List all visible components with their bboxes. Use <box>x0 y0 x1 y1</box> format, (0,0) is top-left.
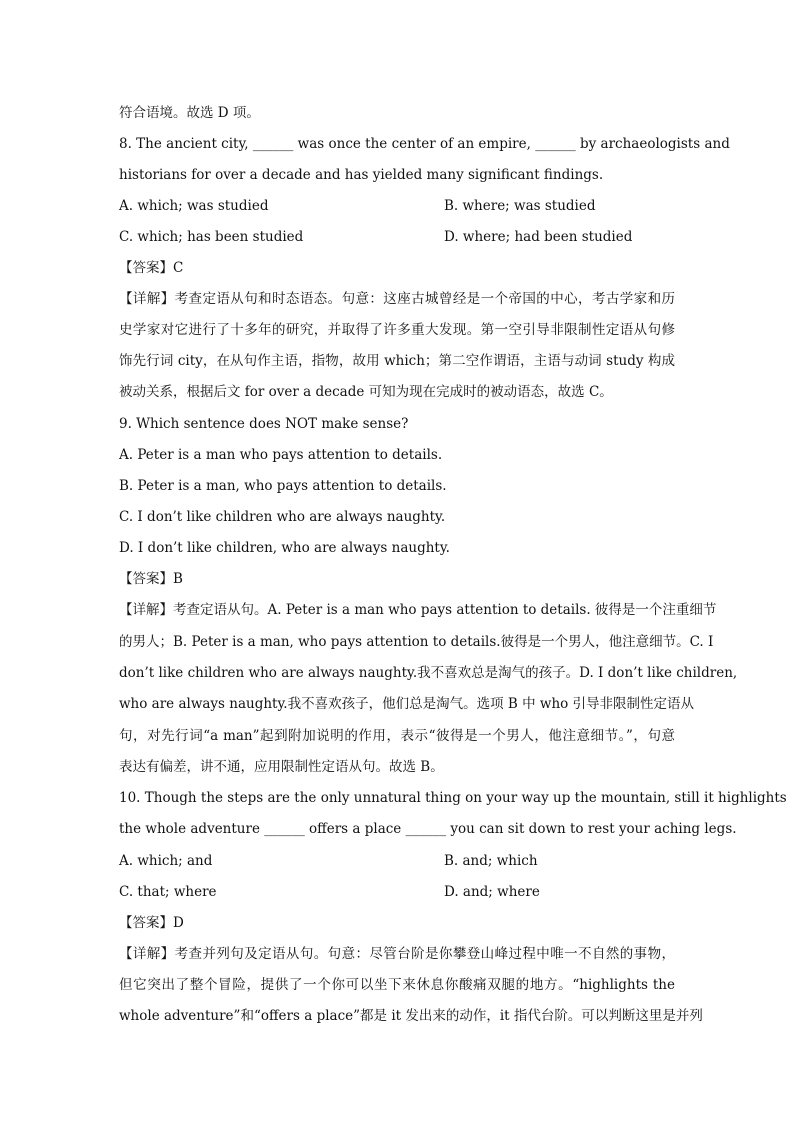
question-8-options-row-1 <box>119 196 675 216</box>
option-a: A. which; and <box>119 853 213 869</box>
explanation-9-line: 表达有偏差，讲不通，应用限制性定语从句。故选 B。 <box>119 759 444 775</box>
answer-8: 【答案】C <box>119 260 184 276</box>
option-b: B. and; which <box>444 853 538 869</box>
question-8-stem: 8. The ancient city, ______ was once the center of an empire, ______ by archaeologists and <box>119 136 730 152</box>
option-d: D. and; where <box>444 884 540 900</box>
explanation-9-line: 句，对先行词“a man”起到附加说明的作用，表示“彼得是一个男人，他注意细节。”，句意 <box>119 728 675 744</box>
text-line: 符合语境。故选 D 项。 <box>119 105 260 121</box>
explanation-10-line: 但它突出了整个冒险，提供了一个你可以坐下来休息你酸痛双腿的地方。“highlights the <box>119 977 675 993</box>
explanation-9-line: don’t like children who are always naughty.我不喜欢总是淘气的孩子。D. I don’t like children, <box>119 665 738 681</box>
question-9-stem: 9. Which sentence does NOT make sense? <box>119 416 409 432</box>
option-a: A. which; was studied <box>119 198 269 214</box>
question-9-option-c: C. I don’t like children who are always naughty. <box>119 509 446 525</box>
question-8-options-row-2 <box>119 227 675 247</box>
explanation-10-line: whole adventure”和“offers a place”都是 it 发出来的动作，it 指代台阶。可以判断这里是并列 <box>119 1008 703 1024</box>
question-10-options-row-1 <box>119 851 675 871</box>
question-10-stem-cont: the whole adventure ______ offers a place ______ you can sit down to rest your aching legs. <box>119 821 737 837</box>
answer-9: 【答案】B <box>119 571 183 587</box>
answer-10: 【答案】D <box>119 915 184 931</box>
explanation-9-line: 【详解】考查定语从句。A. Peter is a man who pays attention to details. 彼得是一个注重细节 <box>119 602 717 618</box>
question-9-option-a: A. Peter is a man who pays attention to details. <box>119 447 443 463</box>
explanation-9-line: 的男人；B. Peter is a man, who pays attention to details.彼得是一个男人，他注意细节。C. I <box>119 634 714 650</box>
explanation-8-line: 饰先行词 city，在从句作主语，指物，故用 which；第二空作谓语，主语与动词 study 构成 <box>119 353 675 369</box>
option-b: B. where; was studied <box>444 198 596 214</box>
question-8-stem-cont: historians for over a decade and has yielded many significant findings. <box>119 167 604 183</box>
question-10-stem: 10. Though the steps are the only unnatural thing on your way up the mountain, still it highlights <box>119 790 787 806</box>
question-10-options-row-2 <box>119 882 675 902</box>
question-9-option-d: D. I don’t like children, who are always naughty. <box>119 540 450 556</box>
explanation-8-line: 史学家对它进行了十多年的研究，并取得了许多重大发现。第一空引导非限制性定语从句修 <box>119 322 675 338</box>
option-c: C. which; has been studied <box>119 229 304 245</box>
option-c: C. that; where <box>119 884 217 900</box>
explanation-8-line: 【详解】考查定语从句和时态语态。句意：这座古城曾经是一个帝国的中心，考古学家和历 <box>119 291 675 307</box>
explanation-9-line: who are always naughty.我不喜欢孩子，他们总是淘气。选项 B 中 who 引导非限制性定语从 <box>119 696 695 712</box>
explanation-10-line: 【详解】考查并列句及定语从句。句意：尽管台阶是你攀登山峰过程中唯一不自然的事物， <box>119 946 675 962</box>
explanation-8-line: 被动关系，根据后文 for over a decade 可知为现在完成时的被动语态，故选 C。 <box>119 384 613 400</box>
option-d: D. where; had been studied <box>444 229 633 245</box>
question-9-option-b: B. Peter is a man, who pays attention to details. <box>119 478 447 494</box>
